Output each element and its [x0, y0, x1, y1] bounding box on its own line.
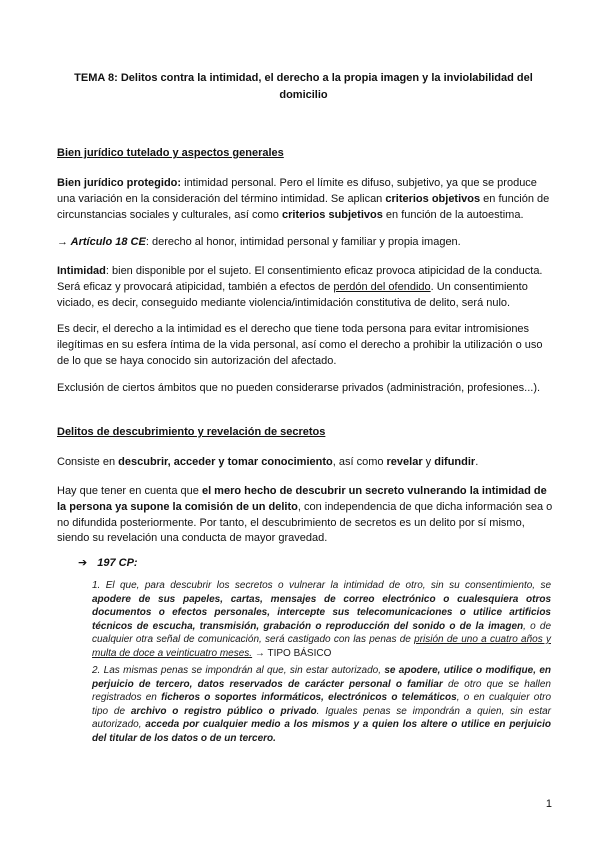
- paragraph-intimidad: [57, 264, 553, 311]
- paragraph-consiste: [57, 455, 553, 471]
- bold-term: revelar: [386, 456, 423, 468]
- bold-term: archivo o registro público o privado: [130, 705, 317, 717]
- text-run: , así como: [332, 456, 387, 468]
- text-run: .: [475, 456, 479, 468]
- text-run: en función de circunstancias sociales y culturales, así como: [57, 192, 550, 221]
- text-run: , o de cualquier otra señal de comunicación, será castigado con las penas de: [92, 620, 551, 645]
- page-number: 1: [545, 798, 552, 810]
- document-title: TEMA 8: Delitos contra la intimidad, el derecho a la propia imagen y la inviolabilidad del domicilio: [74, 72, 533, 101]
- article-reference: → Artículo 18 CE: [57, 236, 146, 248]
- text-run: 1. El que, para descubrir los secretos o vulnerar la intimidad de otro, sin su consentimiento, se: [92, 580, 551, 591]
- bold-lead: Bien jurídico protegido:: [57, 177, 182, 189]
- text-run: y: [422, 456, 435, 468]
- bold-term: se apodere, utilice o modifique, en perjuicio de tercero, datos reservados de carácter personal o familiar: [92, 665, 552, 690]
- underlined-term: prisión de uno a cuatro años y multa de doce a veinticuatro meses.: [92, 634, 551, 659]
- bold-term: descubrir, acceder y tomar conocimiento: [118, 456, 333, 468]
- text-run: . Un consentimiento viciado, es decir, conseguido mediante violencia/intimidación constitutiva de delito, será nulo.: [57, 280, 528, 309]
- text-run: en función de la autoestima.: [382, 208, 524, 221]
- text-run: Consiste en: [57, 456, 119, 468]
- text-run: : derecho al honor, intimidad personal y familiar y propia imagen.: [145, 236, 461, 248]
- underlined-term: perdón del ofendido: [333, 280, 431, 293]
- article-197-item: [78, 556, 138, 569]
- text-run: Hay que tener en cuenta que: [57, 485, 202, 497]
- text-run: intimidad personal. Pero el límite es difuso, subjetivo, ya que se produce una variación en la consideración del término intimidad. Se aplican: [57, 177, 537, 205]
- text-run: . Iguales penas se impondrán a quien, sin estar autorizado,: [92, 705, 551, 730]
- paragraph-exclusion: Exclusión de ciertos ámbitos que no pueden considerarse privados (administración, profesiones...).: [57, 382, 541, 394]
- bold-term: ficheros o soportes informáticos, electrónicos o telemáticos: [161, 692, 457, 703]
- paragraph-articulo-18: [57, 235, 553, 251]
- paragraph-mero-hecho: [57, 484, 553, 547]
- text-run: : bien disponible por el sujeto. El consentimiento eficaz provoca atipicidad de la conducta. Será eficaz y provocará atipicidad, también a efectos de: [57, 265, 543, 293]
- bold-term: difundir: [434, 456, 476, 468]
- tipo-basico-note: → TIPO BÁSICO: [252, 647, 332, 659]
- section-heading-descubrimiento: Delitos de descubrimiento y revelación de secretos: [57, 426, 326, 438]
- article-197-label: 197 CP:: [97, 557, 138, 569]
- text-run: de otro que se hallen registrados en: [92, 678, 551, 703]
- text-run: , con independencia de que dicha información sea o no difundida posteriormente. Por tanto, el descubrimiento de secretos es un delito por sí mismo, siendo su revelación una conducta de mayor gravedad.: [57, 500, 553, 545]
- bold-term: criterios objetivos: [385, 192, 481, 205]
- bold-term: criterios subjetivos: [281, 208, 383, 221]
- article-197-paragraph-1: [92, 579, 551, 660]
- bold-term: acceda por cualquier medio a los mismos y a quien los altere o utilice en perjuicio del titular de los datos o de un tercero.: [92, 719, 551, 744]
- bold-lead: Intimidad: [57, 265, 106, 277]
- article-197-paragraph-2: [92, 664, 551, 745]
- section-heading-bien-juridico: Bien jurídico tutelado y aspectos generales: [57, 147, 284, 159]
- paragraph-bien-juridico-protegido: [57, 176, 553, 223]
- paragraph-derecho-intimidad: Es decir, el derecho a la intimidad es el derecho que tiene toda persona para evitar intromisiones ilegítimas en su esfera íntima de la vida personal, así como el derecho a prohibir la utilización o uso de lo que se haya conocido sin autorización del afectado.: [57, 323, 543, 367]
- bold-term: el mero hecho de descubrir un secreto vulnerando la intimidad de la persona ya supone la comisión de un delito: [57, 485, 547, 513]
- arrow-bullet-icon: ➔: [78, 557, 88, 569]
- text-run: , o en cualquier otro tipo de: [92, 692, 552, 717]
- bold-term: apodere de sus papeles, cartas, mensajes de correo electrónico o cualesquiera otros documentos o efectos personales, intercepte sus telecomunicaciones o utilice artificios técnicos de escucha, transmisión, grabación o reproducción del sonido o de la imagen: [92, 593, 551, 632]
- text-run: 2. Las mismas penas se impondrán al que, sin estar autorizado,: [92, 665, 385, 676]
